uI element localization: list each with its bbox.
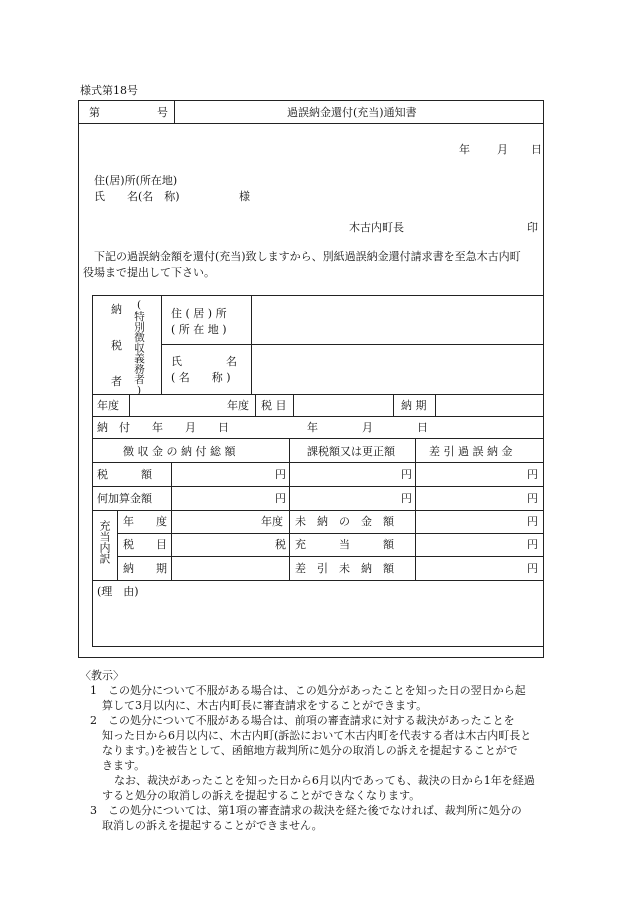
alloc-bottom bbox=[93, 580, 543, 581]
header-divider bbox=[79, 123, 543, 124]
instruction-3a: 3 この処分については、第1項の審査請求の裁決を経た後でなければ、裁判所に処分の bbox=[90, 804, 522, 817]
body-text-line2: 役場まで提出して下さい。 bbox=[83, 266, 215, 279]
cell-line bbox=[393, 394, 394, 416]
paid-date-label: 納 付 年 月 日 bbox=[97, 421, 229, 434]
date-day: 日 bbox=[531, 143, 542, 156]
issuer-name: 木古内町長 bbox=[349, 221, 404, 234]
taxpayer-label-1: 納 bbox=[111, 303, 122, 316]
surcharge-row-bottom bbox=[93, 510, 543, 511]
instructions-heading: 〈教示〉 bbox=[80, 669, 124, 682]
address-label-2: ( 所 在 地 ) bbox=[171, 323, 227, 336]
instruction-2a: 2 この処分について不服がある場合は、前項の審査請求に対する裁決があったことを bbox=[90, 714, 515, 727]
alloc-row-2-bottom bbox=[117, 556, 543, 557]
label-col-line bbox=[251, 296, 252, 394]
col-header-bottom bbox=[93, 462, 543, 463]
alloc-period-label: 納 期 bbox=[123, 562, 167, 575]
yen-unit: 円 bbox=[275, 468, 286, 481]
taxpayer-col-line bbox=[161, 296, 162, 394]
yen-unit: 円 bbox=[527, 515, 538, 528]
allocation-label: 充当内訳 bbox=[98, 520, 111, 564]
cell-line bbox=[435, 394, 436, 416]
taxpayer-bottom bbox=[93, 394, 543, 395]
instruction-2c: なります。)を被告として、函館地方裁判所に処分の取消しの訴えを提起することがで bbox=[102, 744, 518, 757]
col-corrected: 課税額又は更正額 bbox=[307, 445, 395, 458]
cell-line bbox=[293, 394, 294, 416]
special-collector-label: (特別徴収義務者) bbox=[133, 299, 145, 397]
yen-unit: 円 bbox=[275, 492, 286, 505]
cell-line bbox=[255, 394, 256, 416]
row-label-line bbox=[171, 462, 172, 510]
instruction-2f: すると処分の取消しの訴えを提起することができなくなります。 bbox=[102, 789, 421, 802]
instructions bbox=[80, 668, 550, 833]
yen-unit: 円 bbox=[527, 468, 538, 481]
issuer-seal: 印 bbox=[527, 221, 538, 234]
col-line-1-ext bbox=[289, 566, 290, 580]
yen-unit: 円 bbox=[401, 468, 412, 481]
col-line-2 bbox=[415, 438, 416, 566]
instruction-2d: きます。 bbox=[102, 759, 146, 772]
number-prefix: 第 bbox=[89, 106, 100, 119]
instruction-2e: なお、裁決があったことを知った日から6月以内であっても、裁決の日から1年を経過 bbox=[114, 774, 535, 787]
alloc-year-label: 年 度 bbox=[123, 515, 167, 528]
recipient-address-label: 住(居)所(所在地) bbox=[94, 174, 178, 187]
unpaid-amount-label: 未 納 の 金 額 bbox=[295, 515, 394, 528]
name-label-1: 氏 名 bbox=[171, 355, 237, 368]
alloc-tax-suffix: 税 bbox=[275, 538, 286, 551]
yen-unit: 円 bbox=[527, 562, 538, 575]
col-line-2-ext bbox=[415, 566, 416, 580]
reason-label: (理 由) bbox=[97, 585, 139, 598]
year-row-bottom bbox=[93, 416, 543, 417]
date-year: 年 bbox=[459, 143, 470, 156]
number-suffix: 号 bbox=[157, 106, 168, 119]
header-split bbox=[174, 101, 175, 123]
detail-table bbox=[92, 295, 544, 647]
paid-row-bottom bbox=[93, 438, 543, 439]
form-title: 過誤納金還付(充当)通知書 bbox=[287, 106, 417, 119]
due-period-label: 納 期 bbox=[401, 399, 427, 412]
address-label-1: 住 ( 居 ) 所 bbox=[171, 307, 227, 320]
col-line-1 bbox=[289, 438, 290, 566]
taxpayer-label-3: 者 bbox=[111, 375, 122, 388]
yen-unit: 円 bbox=[527, 538, 538, 551]
tax-row-bottom bbox=[93, 486, 543, 487]
body-text-line1: 下記の過誤納金額を還付(充当)致しますから、別紙過誤納金還付請求書を至急木古内町 bbox=[94, 250, 521, 263]
yen-unit: 円 bbox=[401, 492, 412, 505]
row-tax-label: 税 額 bbox=[97, 468, 152, 481]
date-month: 月 bbox=[497, 143, 508, 156]
fiscal-year-suffix: 年度 bbox=[227, 399, 249, 412]
tax-item-label: 税 目 bbox=[261, 399, 287, 412]
recipient-name-label: 氏 名(名 称) bbox=[94, 190, 180, 203]
alloc-row-1-bottom bbox=[117, 533, 543, 534]
col-overpaid: 差 引 過 誤 納 金 bbox=[429, 445, 513, 458]
row-surcharge-label: 何加算金額 bbox=[97, 492, 152, 505]
instruction-2b: 知った日から6月以内に、木古内町(訴訟において木古内町を代表する者は木古内町長と bbox=[102, 729, 532, 742]
name-label-2: ( 名 称 ) bbox=[171, 371, 231, 384]
allocated-label: 充 当 額 bbox=[295, 538, 394, 551]
instruction-3b: 取消しの訴えを提起することができません。 bbox=[102, 819, 323, 832]
yen-unit: 円 bbox=[527, 492, 538, 505]
taxpayer-label-2: 税 bbox=[111, 339, 122, 352]
form-number: 様式第18号 bbox=[80, 84, 138, 97]
fiscal-year-label: 年度 bbox=[97, 399, 119, 412]
alloc-tax-label: 税 目 bbox=[123, 538, 167, 551]
alloc-year-suffix: 年度 bbox=[261, 515, 283, 528]
recipient-honorific: 様 bbox=[239, 190, 250, 203]
alloc-label-line bbox=[117, 510, 118, 580]
cell-line bbox=[129, 394, 130, 416]
instruction-1a: 1 この処分について不服がある場合は、この処分があったことを知った日の翌日から起 bbox=[90, 684, 526, 697]
col-total-paid: 徴 収 金 の 納 付 総 額 bbox=[123, 445, 236, 458]
address-name-divider bbox=[161, 344, 543, 345]
paid-date-ymd: 年 月 日 bbox=[307, 421, 428, 434]
remaining-unpaid-label: 差 引 未 納 額 bbox=[295, 562, 394, 575]
alloc-sub-line bbox=[171, 510, 172, 580]
instruction-1b: 算して3月以内に、木古内町長に審査請求をすることができます。 bbox=[102, 699, 428, 712]
